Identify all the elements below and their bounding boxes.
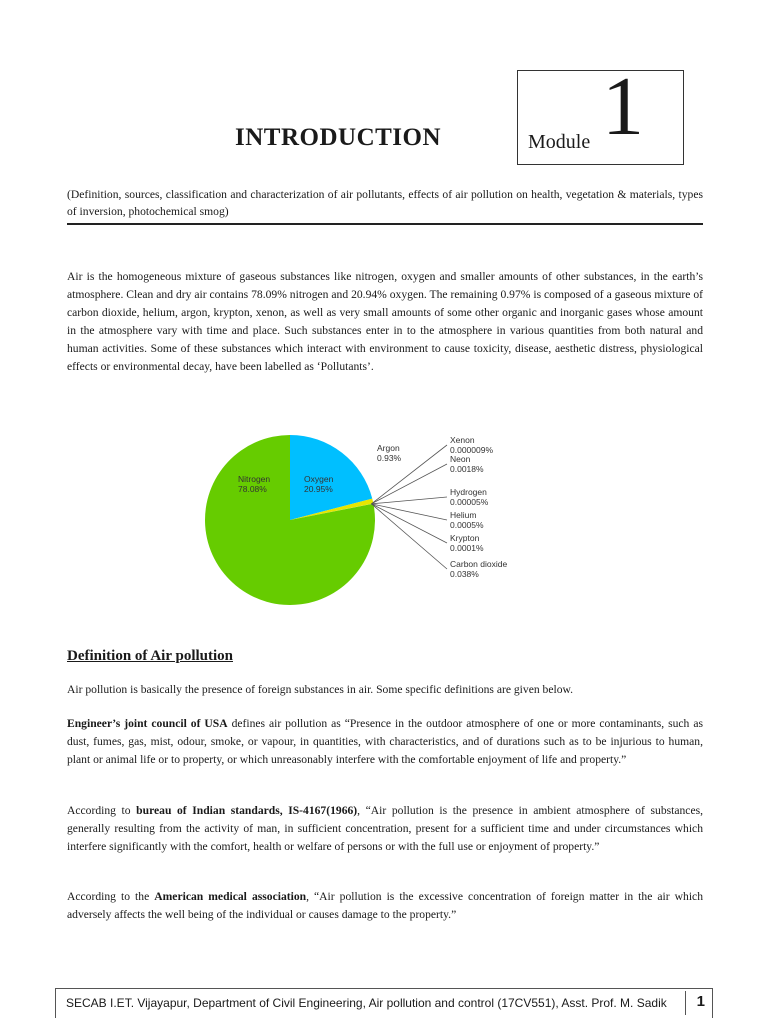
definition-engineers-council (67, 715, 703, 769)
label-neon-value: 0.0018% (450, 464, 484, 474)
label-neon-name: Neon (450, 454, 471, 464)
footer-text: SECAB I.ET. Vijayapur, Department of Civil Engineering, Air pollution and control (17CV551), Asst. Prof. M. Sadik (66, 996, 667, 1010)
page-number: 1 (696, 993, 705, 1010)
label-xenon-name: Xenon (450, 435, 475, 445)
definition-bis (67, 802, 703, 856)
ama-prefix: According to the (67, 890, 155, 903)
label-nitrogen-name: Nitrogen (238, 474, 271, 484)
callout-line-helium (371, 504, 447, 520)
callout-line-carbon-dioxide (371, 504, 447, 569)
callout-line-krypton (371, 504, 447, 543)
label-hydrogen-name: Hydrogen (450, 487, 487, 497)
ama-text: , “Air pollution is the excessive concentration of foreign matter in the air which adversely affects the well being of the individual or causes damage to the property.” (67, 890, 703, 921)
label-helium-value: 0.0005% (450, 520, 484, 530)
chapter-subtitle: (Definition, sources, classification and characterization of air pollutants, effects of air pollution on health, vegetation & materials, types of inversion, photochemical smog) (67, 188, 703, 218)
module-box (517, 60, 684, 165)
bis-prefix: According to (67, 804, 137, 817)
bis-name: bureau of Indian standards, IS-4167(1966) (136, 804, 358, 817)
label-oxygen-value: 20.95% (304, 484, 333, 494)
label-krypton-name: Krypton (450, 533, 480, 543)
engineers-council-text: defines air pollution as “Presence in the outdoor atmosphere of one or more contaminants, such as dust, fumes, gas, mist, odour, smoke, or vapour, in quantities, with characteristics, and of durations such as to be injurious to human, plant or animal life or to property, or which unreasonably interfere with the comfortable enjoyment of life and property.” (67, 717, 703, 766)
ama-name: American medical association (154, 890, 307, 903)
label-helium-name: Helium (450, 510, 477, 520)
bis-text: , “Air pollution is the presence in ambient atmosphere of substances, generally resulting from the activity of man, in sufficient concentration, present for a sufficient time and under circumstances which interfere significantly with the comfort, health or welfare of persons or with the full use or enjoyment of property.” (67, 804, 703, 853)
page-footer (55, 988, 713, 1018)
definition-lead: Air pollution is basically the presence of foreign substances in air. Some specific definitions are given below. (67, 683, 574, 696)
module-label: Module (528, 131, 591, 153)
label-oxygen-name: Oxygen (304, 474, 334, 484)
label-carbon-dioxide-value: 0.038% (450, 569, 479, 579)
label-krypton-value: 0.0001% (450, 543, 484, 553)
footer-separator (685, 991, 686, 1015)
section-heading: Definition of Air pollution (67, 648, 233, 664)
label-argon-value: 0.93% (377, 453, 402, 463)
definition-ama (67, 888, 703, 924)
label-xenon-value: 0.000009% (450, 445, 494, 455)
label-nitrogen-value: 78.08% (238, 484, 267, 494)
page-title: INTRODUCTION (235, 124, 442, 151)
label-argon-name: Argon (377, 443, 400, 453)
label-hydrogen-value: 0.00005% (450, 497, 489, 507)
label-carbon-dioxide-name: Carbon dioxide (450, 559, 508, 569)
intro-paragraph: Air is the homogeneous mixture of gaseous substances like nitrogen, oxygen and smaller amounts of other substances, in the earth’s atmosphere. Clean and dry air contains 78.09% nitrogen and 20.94% oxygen. The remaining 0.97% is composed of a gaseous mixture of carbon dioxide, helium, argon, krypton, xenon, as well as very small amounts of some other organic and inorganic gases whose amount in the atmosphere vary with time and place. Such substances enter in to the atmosphere in various quantities from both natural and human activities. Some of these substances which interact with environment to cause toxicity, disease, aesthetic distress, physiological effects or environmental decay, have been labelled as ‘Pollutants’. (67, 270, 703, 373)
title-divider (67, 223, 703, 225)
engineers-council-name: Engineer’s joint council of USA (67, 717, 228, 730)
air-composition-pie-chart (150, 410, 560, 625)
module-number: 1 (602, 60, 644, 153)
